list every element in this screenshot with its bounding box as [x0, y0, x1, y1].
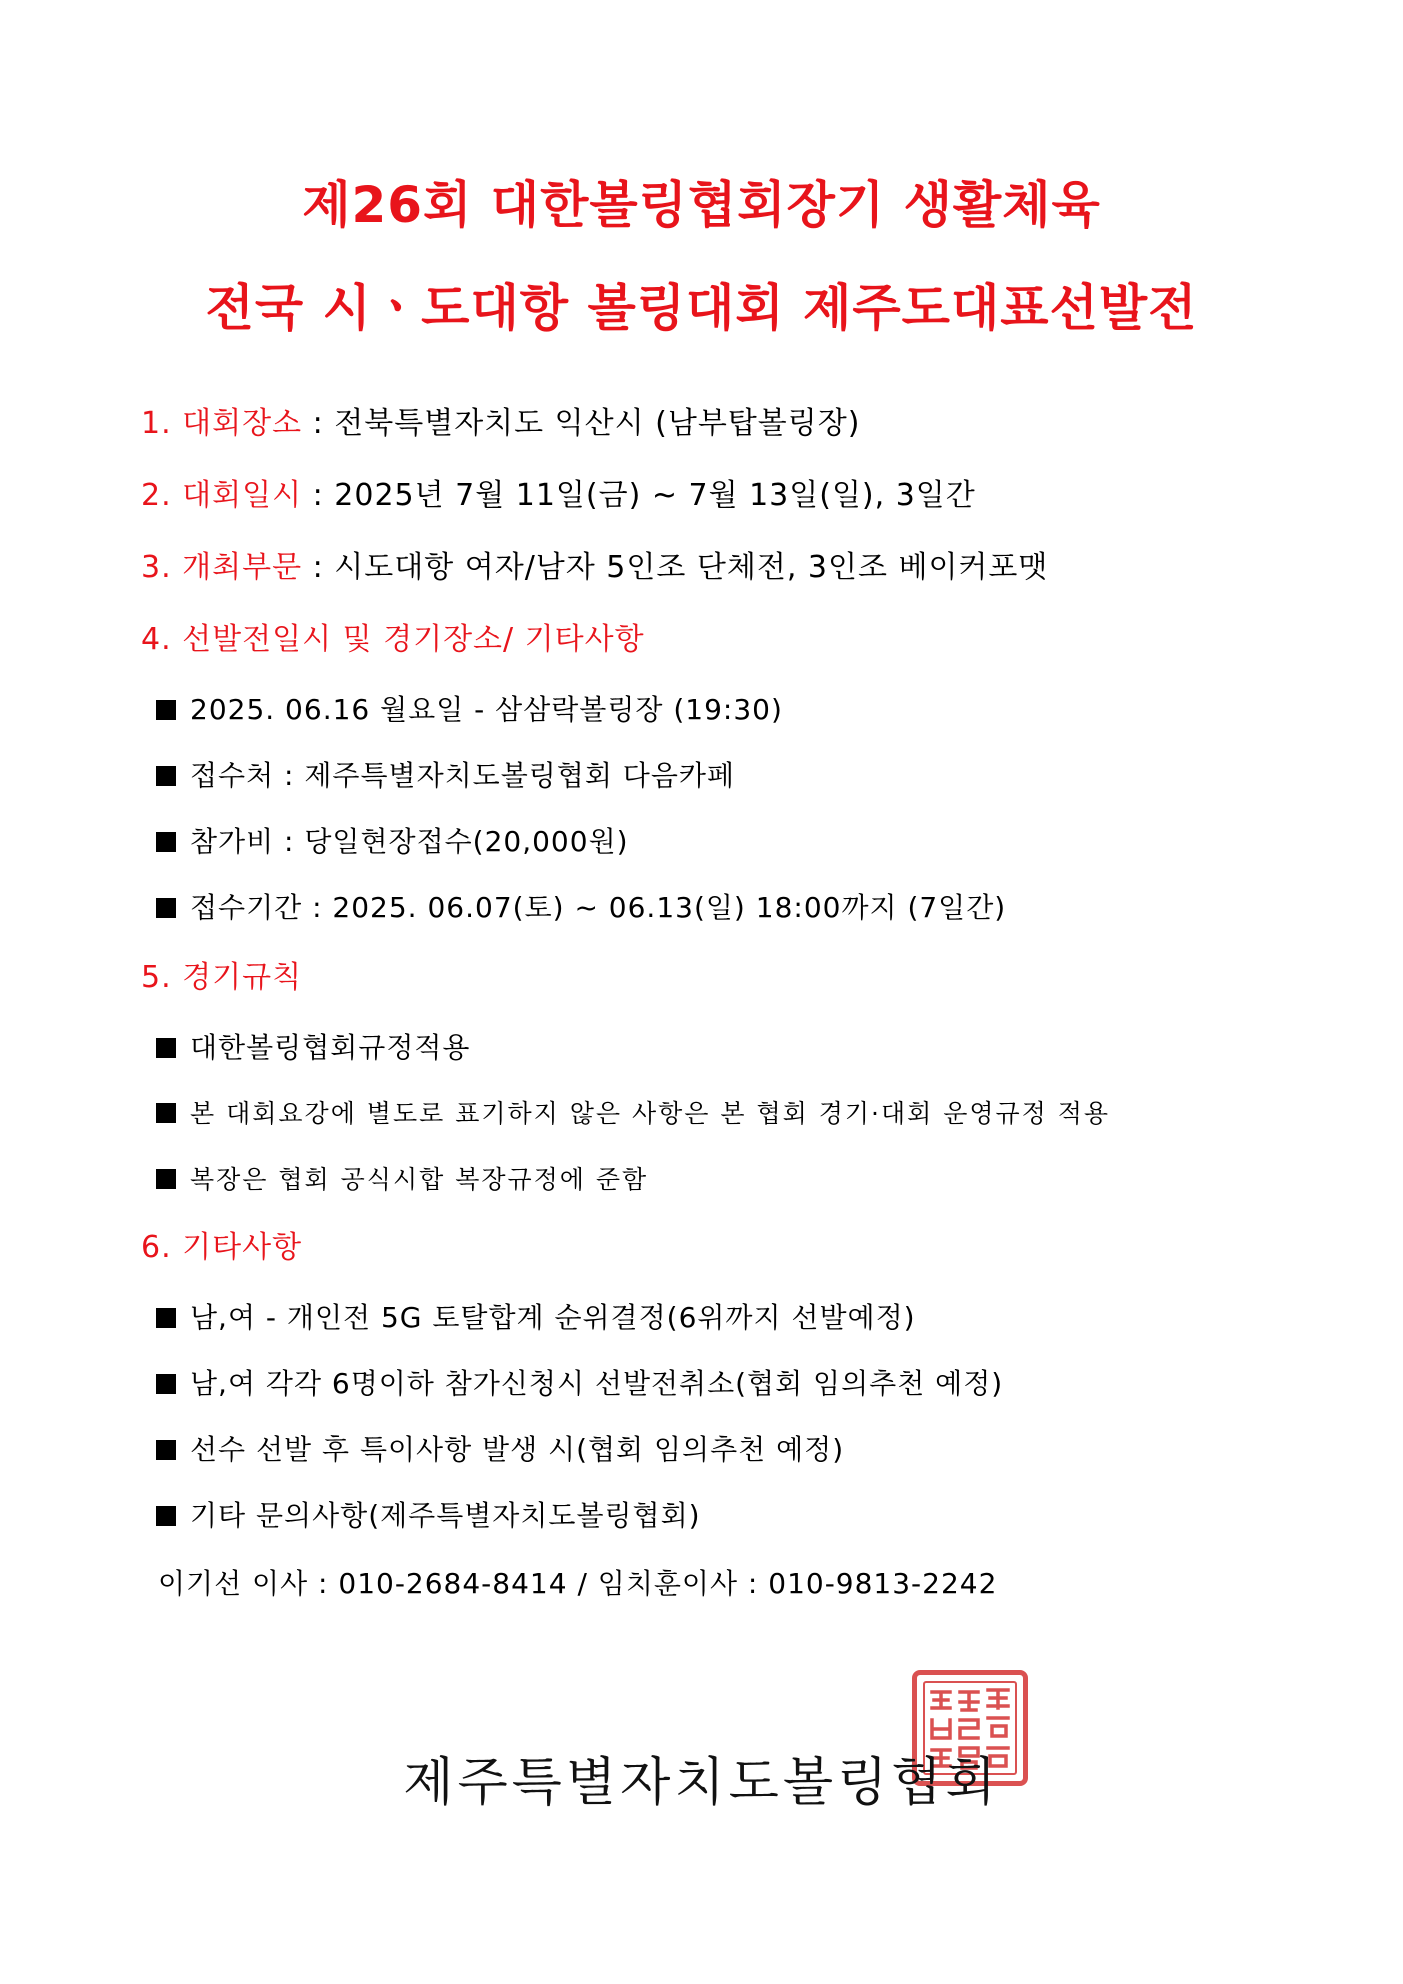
- square-bullet-icon: [156, 1308, 176, 1328]
- list-item: 접수기간 : 2025. 06.07(토) ~ 06.13(일) 18:00까지 (7일간): [156, 886, 1006, 926]
- document-title-line-2: 전국 시ㆍ도대항 볼링대회 제주도대표선발전: [205, 279, 1198, 337]
- section-venue-label: 1. 대회장소: [141, 406, 303, 441]
- square-bullet-icon: [156, 1440, 176, 1460]
- square-bullet-icon: [156, 898, 176, 918]
- section-dates-value: : 2025년 7월 11일(금) ~ 7월 13일(일), 3일간: [302, 478, 976, 513]
- section-dates: [141, 470, 976, 514]
- square-bullet-icon: [156, 1038, 176, 1058]
- document-title-line-1: 제26회 대한볼링협회장기 생활체육: [302, 176, 1101, 234]
- square-bullet-icon: [156, 1103, 176, 1123]
- organization-signature: 제주특별자치도볼링협회: [403, 1753, 1000, 1813]
- list-item: 2025. 06.16 월요일 - 삼삼락볼링장 (19:30): [156, 688, 783, 728]
- square-bullet-icon: [156, 1169, 176, 1189]
- section-other: [141, 1222, 302, 1266]
- square-bullet-icon: [156, 1506, 176, 1526]
- section-division-value: : 시도대항 여자/남자 5인조 단체전, 3인조 베이커포맷: [302, 550, 1049, 585]
- list-item: 본 대회요강에 별도로 표기하지 않은 사항은 본 협회 경기·대회 운영규정 적용: [156, 1094, 1110, 1130]
- square-bullet-icon: [156, 832, 176, 852]
- section-venue-value: : 전북특별자치도 익산시 (남부탑볼링장): [302, 406, 861, 441]
- contact-info: 이기선 이사 : 010-2684-8414 / 임치훈이사 : 010-9813-2242: [158, 1567, 998, 1600]
- section-rules: [141, 952, 302, 996]
- section-division: [141, 542, 1048, 586]
- section-venue: [141, 398, 860, 442]
- list-item: 남,여 - 개인전 5G 토탈합계 순위결정(6위까지 선발예정): [156, 1296, 916, 1336]
- list-item: 남,여 각각 6명이하 참가신청시 선발전취소(협회 임의추천 예정): [156, 1362, 1003, 1402]
- list-item: 기타 문의사항(제주특별자치도볼링협회): [156, 1494, 701, 1534]
- square-bullet-icon: [156, 1374, 176, 1394]
- list-item: 선수 선발 후 특이사항 발생 시(협회 임의추천 예정): [156, 1428, 844, 1468]
- section-selection-info: [141, 614, 645, 658]
- section-rules-label: 5. 경기규칙: [141, 960, 303, 995]
- section-division-label: 3. 개최부문: [141, 550, 303, 585]
- list-item: 복장은 협회 공식시합 복장규정에 준함: [156, 1160, 648, 1196]
- list-item: 대한볼링협회규정적용: [156, 1026, 470, 1066]
- square-bullet-icon: [156, 766, 176, 786]
- section-dates-label: 2. 대회일시: [141, 478, 303, 513]
- square-bullet-icon: [156, 700, 176, 720]
- section-selection-info-label: 4. 선발전일시 및 경기장소/ 기타사항: [141, 622, 645, 657]
- list-item: 참가비 : 당일현장접수(20,000원): [156, 820, 629, 860]
- list-item: 접수처 : 제주특별자치도볼링협회 다음카페: [156, 754, 735, 794]
- section-other-label: 6. 기타사항: [141, 1230, 303, 1265]
